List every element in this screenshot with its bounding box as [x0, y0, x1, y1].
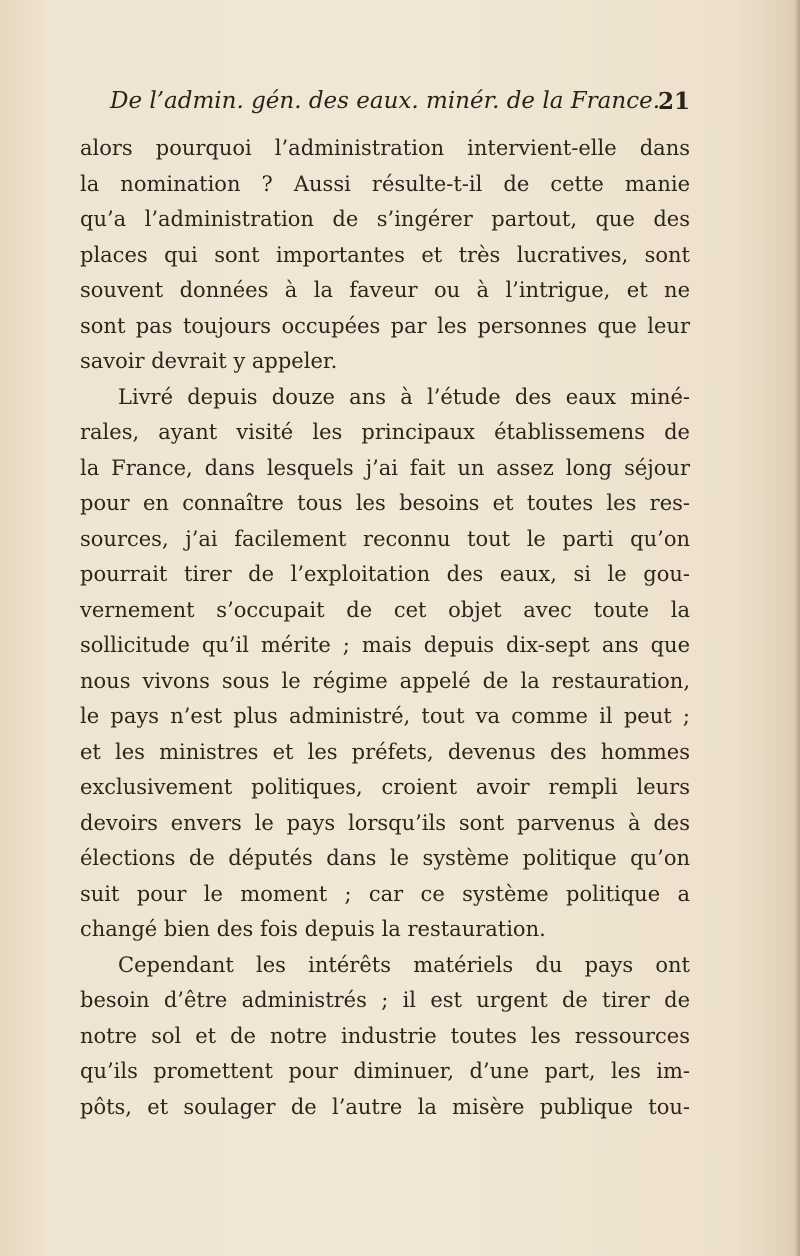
text-line: pôts, et soulager de l’autre la misère publique tou- [80, 1094, 690, 1119]
text-line: exclusivement politiques, croient avoir rempli leurs [80, 775, 690, 799]
text-line: pourrait tirer de l’exploitation des eaux, si le gou- [80, 562, 690, 586]
text-line: nous vivons sous le régime appelé de la restauration, [80, 668, 690, 693]
paragraph-1 [80, 131, 690, 380]
paragraph-2 [80, 380, 690, 948]
text-line: places qui sont importantes et très lucratives, sont [80, 242, 690, 267]
text-line: suit pour le moment ; car ce système politique a [80, 881, 690, 906]
text-line: rales, ayant visité les principaux établissemens de [80, 420, 690, 444]
text-line: Livré depuis douze ans à l’étude des eaux miné- [118, 384, 690, 409]
running-head [110, 88, 690, 124]
paragraph-3 [80, 948, 690, 1126]
page-edge-shadow [794, 0, 800, 1256]
text-line: notre sol et de notre industrie toutes les ressources [80, 1023, 690, 1048]
text-line: le pays n’est plus administré, tout va comme il peut ; [80, 704, 690, 728]
text-line: changé bien des fois depuis la restauration. [80, 917, 546, 941]
text-line: savoir devrait y appeler. [80, 349, 338, 373]
text-line: élections de députés dans le système politique qu’on [80, 846, 690, 870]
text-line: sollicitude qu’il mérite ; mais depuis dix-sept ans que [80, 633, 690, 657]
text-line: qu’ils promettent pour diminuer, d’une part, les im- [80, 1059, 690, 1083]
running-head-title: De l’admin. gén. des eaux. minér. de la France. [110, 88, 661, 114]
text-line: la nomination ? Aussi résulte-t-il de cette manie [80, 171, 690, 196]
text-line: devoirs envers le pays lorsqu’ils sont parvenus à des [80, 810, 690, 835]
body-text [80, 131, 690, 1125]
text-line: vernement s’occupait de cet objet avec toute la [80, 597, 690, 622]
text-line: et les ministres et les préfets, devenus des hommes [80, 739, 690, 764]
text-line: besoin d’être administrés ; il est urgent de tirer de [80, 988, 690, 1012]
text-line: sont pas toujours occupées par les personnes que leur [80, 313, 690, 338]
text-line: Cependant les intérêts matériels du pays ont [118, 952, 690, 977]
text-line: souvent données à la faveur ou à l’intrigue, et ne [80, 278, 690, 302]
text-line: la France, dans lesquels j’ai fait un assez long séjour [80, 455, 690, 480]
text-line: sources, j’ai facilement reconnu tout le parti qu’on [80, 526, 690, 551]
text-line: pour en connaître tous les besoins et toutes les res- [80, 491, 690, 515]
text-line: alors pourquoi l’administration intervient-elle dans [80, 136, 690, 160]
page-number: 21 [657, 88, 690, 115]
text-line: qu’a l’administration de s’ingérer partout, que des [80, 207, 690, 231]
